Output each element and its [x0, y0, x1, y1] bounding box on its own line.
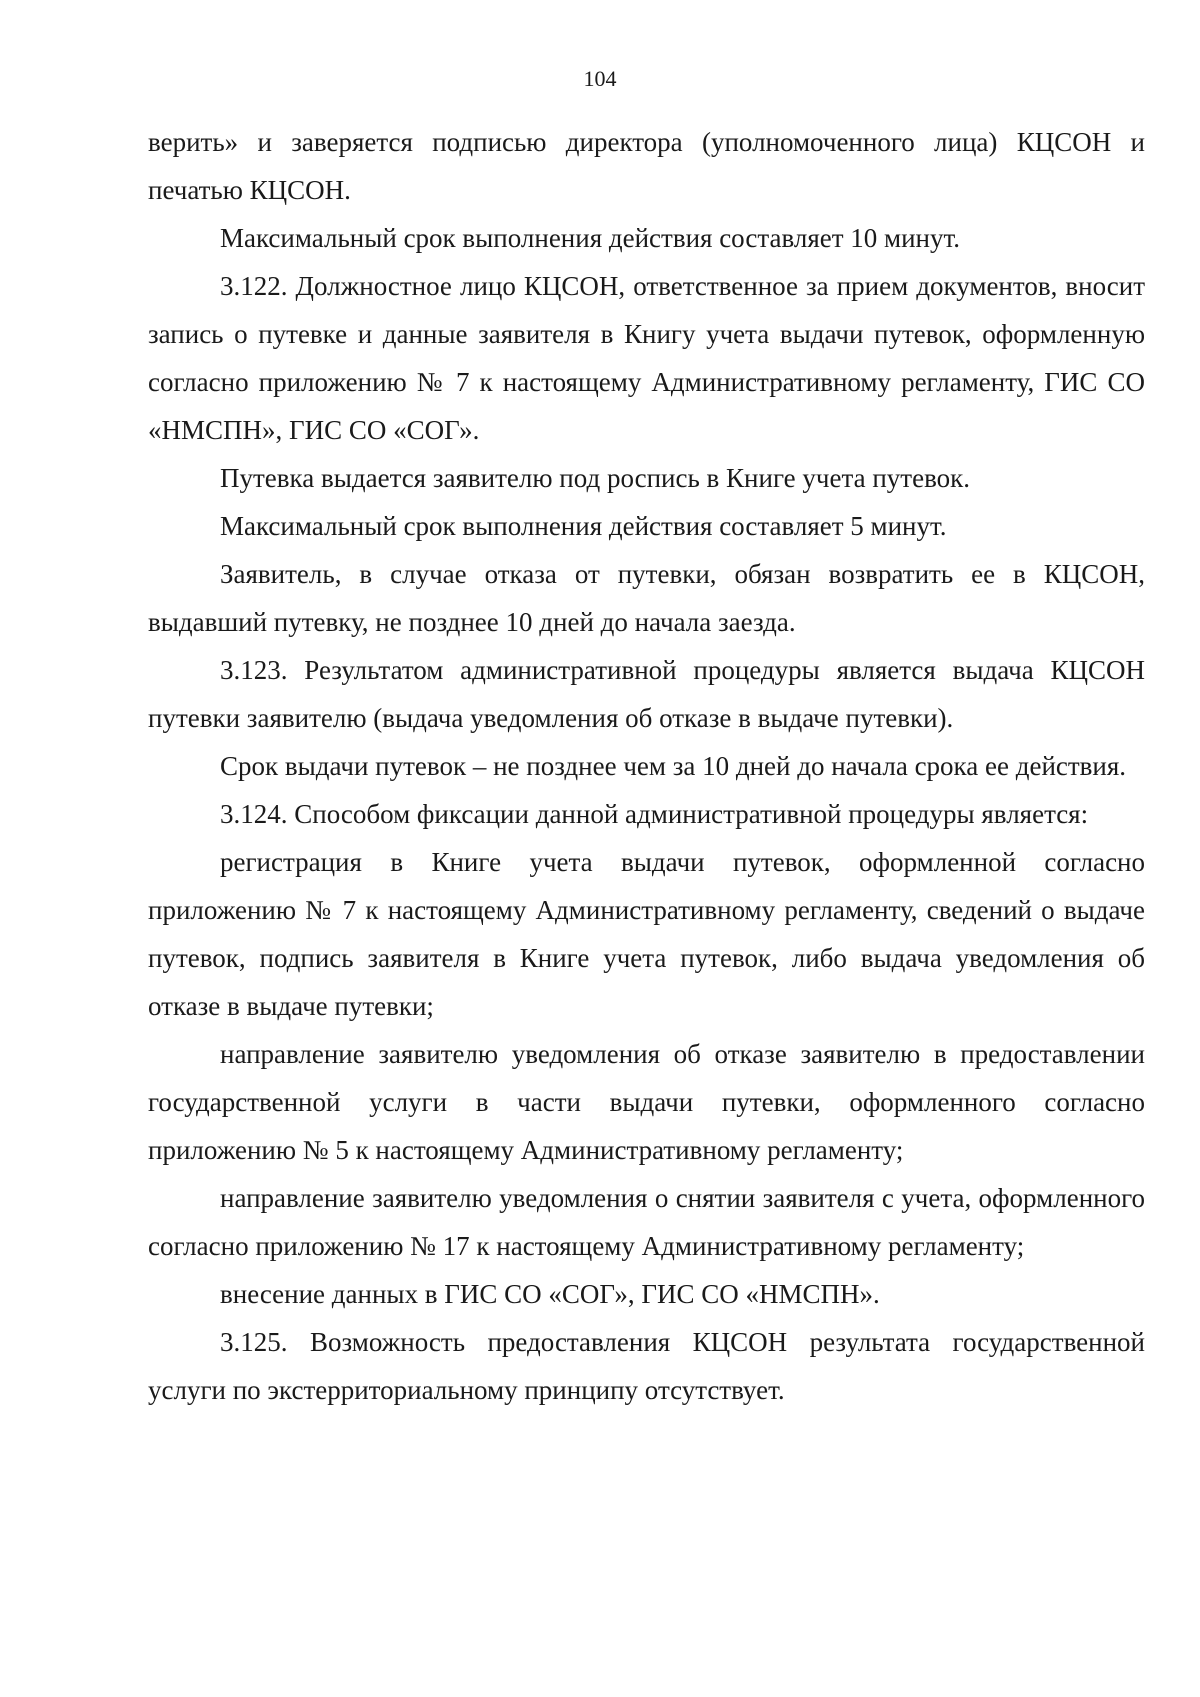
paragraph: Максимальный срок выполнения действия составляет 10 минут. — [220, 223, 961, 253]
paragraph-clause-3-124: 3.124. Способом фиксации данной административной процедуры является: — [220, 799, 1089, 829]
page-number: 104 — [583, 66, 617, 91]
paragraph-continuation: верить» и заверяется подписью директора (уполномоченного лица) КЦСОН и печатью КЦСОН. — [148, 127, 1145, 205]
list-item: регистрация в Книге учета выдачи путевок, оформленной согласно приложению № 7 к настоящему Административному регламенту, сведений о выдаче путевок, подпись заявителя в Книге учета путевок, либо выдача уведомления об отказе в выдаче путевки; — [148, 847, 1145, 1021]
paragraph: Максимальный срок выполнения действия составляет 5 минут. — [220, 511, 947, 541]
paragraph-clause-3-125: 3.125. Возможность предоставления КЦСОН результата государственной услуги по экстерриториальному принципу отсутствует. — [148, 1327, 1145, 1405]
document-body — [148, 118, 1145, 1414]
list-item: направление заявителю уведомления об отказе заявителю в предоставлении государственной услуги в части выдачи путевки, оформленного согласно приложению № 5 к настоящему Административному регламенту; — [148, 1039, 1145, 1165]
paragraph: Путевка выдается заявителю под роспись в Книге учета путевок. — [220, 463, 971, 493]
paragraph: Срок выдачи путевок – не позднее чем за 10 дней до начала срока ее действия. — [220, 751, 1127, 781]
paragraph-clause-3-123: 3.123. Результатом административной процедуры является выдача КЦСОН путевки заявителю (выдача уведомления об отказе в выдаче путевки). — [148, 655, 1145, 733]
list-item: внесение данных в ГИС СО «СОГ», ГИС СО «НМСПН». — [220, 1279, 880, 1309]
paragraph-clause-3-122: 3.122. Должностное лицо КЦСОН, ответственное за прием документов, вносит запись о путевке и данные заявителя в Книгу учета выдачи путевок, оформленную согласно приложению № 7 к настоящему Административному регламенту, ГИС СО «НМСПН», ГИС СО «СОГ». — [148, 271, 1145, 445]
list-item: направление заявителю уведомления о снятии заявителя с учета, оформленного согласно приложению № 17 к настоящему Административному регламенту; — [148, 1183, 1145, 1261]
paragraph: Заявитель, в случае отказа от путевки, обязан возвратить ее в КЦСОН, выдавший путевку, не позднее 10 дней до начала заезда. — [148, 559, 1145, 637]
